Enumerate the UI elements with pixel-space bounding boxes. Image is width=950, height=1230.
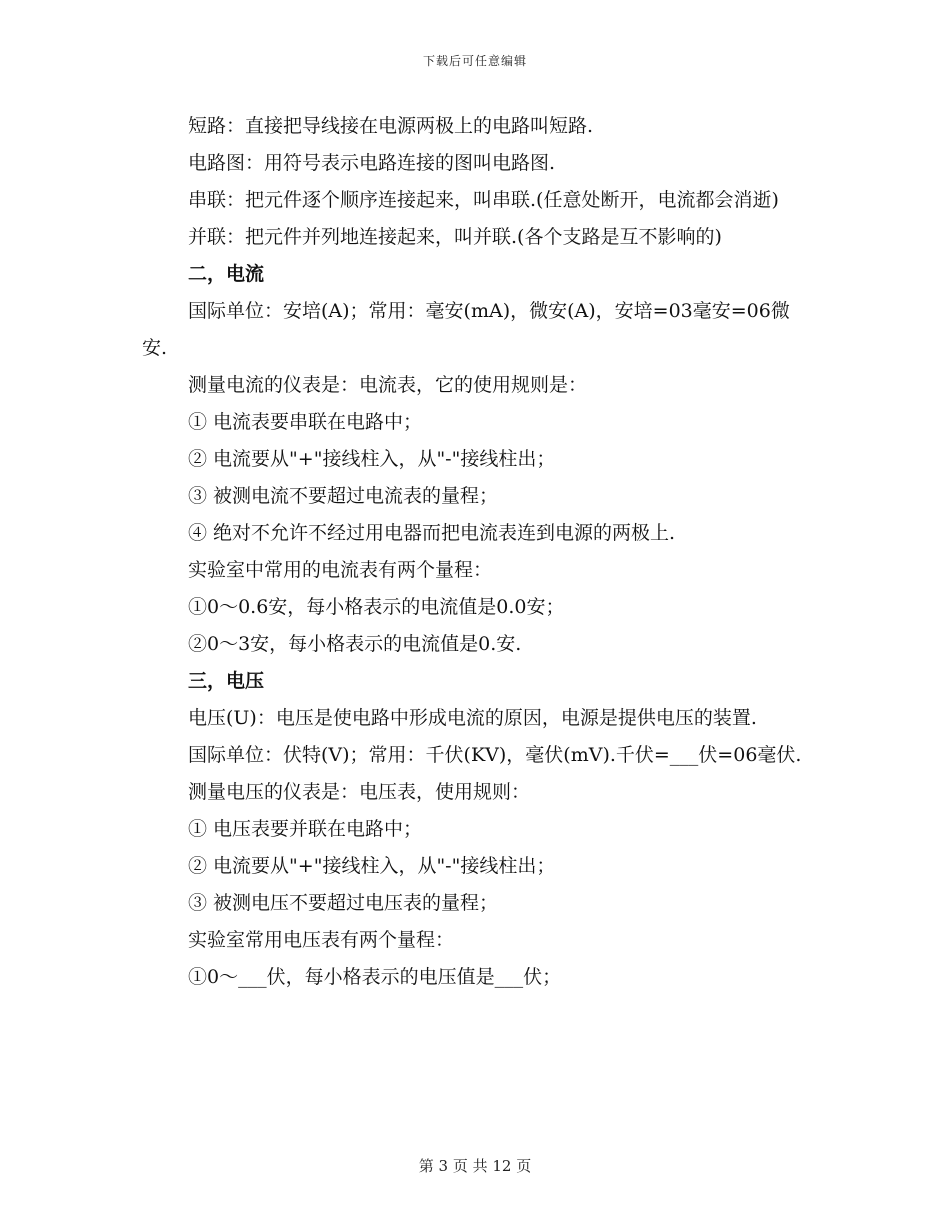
list-item: ④ 绝对不允许不经过用电器而把电流表连到电源的两极上. xyxy=(188,522,676,544)
page-header: 下载后可任意编辑 xyxy=(422,54,527,68)
paragraph-series: 串联：把元件逐个顺序连接起来，叫串联.(任意处断开，电流都会消逝) xyxy=(188,189,779,211)
list-item: ① 电流表要串联在电路中； xyxy=(188,411,423,433)
section-heading-current: 二，电流 xyxy=(188,263,265,285)
list-item: ① 电压表要并联在电路中； xyxy=(188,818,423,840)
list-item: ①0～___伏，每小格表示的电压值是___伏； xyxy=(188,966,562,988)
list-item: ③ 被测电压不要超过电压表的量程； xyxy=(188,892,499,914)
list-item: ③ 被测电流不要超过电流表的量程； xyxy=(188,485,499,507)
paragraph-short-circuit: 短路：直接把导线接在电源两极上的电路叫短路. xyxy=(188,115,594,137)
list-item: ①0～0.6安，每小格表示的电流值是0.0安； xyxy=(188,596,565,618)
list-item: ② 电流要从"+"接线柱入，从"-"接线柱出； xyxy=(188,855,556,877)
document-body xyxy=(142,108,808,996)
paragraph-voltmeter-ranges: 实验室常用电压表有两个量程： xyxy=(188,929,455,951)
page-footer: 第 3 页 共 12 页 xyxy=(418,1157,532,1175)
section-heading-voltage: 三，电压 xyxy=(188,670,265,692)
paragraph-voltage-definition: 电压(U)：电压是使电路中形成电流的原因，电源是提供电压的装置. xyxy=(188,707,757,729)
paragraph-parallel: 并联：把元件并列地连接起来，叫并联.(各个支路是互不影响的) xyxy=(188,226,722,248)
paragraph-ammeter-intro: 测量电流的仪表是：电流表，它的使用规则是： xyxy=(188,374,588,396)
paragraph-circuit-diagram: 电路图：用符号表示电路连接的图叫电路图. xyxy=(188,152,556,174)
paragraph-voltmeter-intro: 测量电压的仪表是：电压表，使用规则： xyxy=(188,781,531,803)
paragraph-ammeter-ranges: 实验室中常用的电流表有两个量程： xyxy=(188,559,493,581)
list-item: ②0～3安，每小格表示的电流值是0.安. xyxy=(188,633,522,655)
paragraph-current-units: 国际单位：安培(A)；常用：毫安(mA)，微安(A)，安培=03毫安=06微安. xyxy=(142,300,790,359)
paragraph-voltage-units: 国际单位：伏特(V)；常用：千伏(KV)，毫伏(mV).千伏=___伏=06毫伏. xyxy=(188,744,802,766)
list-item: ② 电流要从"+"接线柱入，从"-"接线柱出； xyxy=(188,448,556,470)
